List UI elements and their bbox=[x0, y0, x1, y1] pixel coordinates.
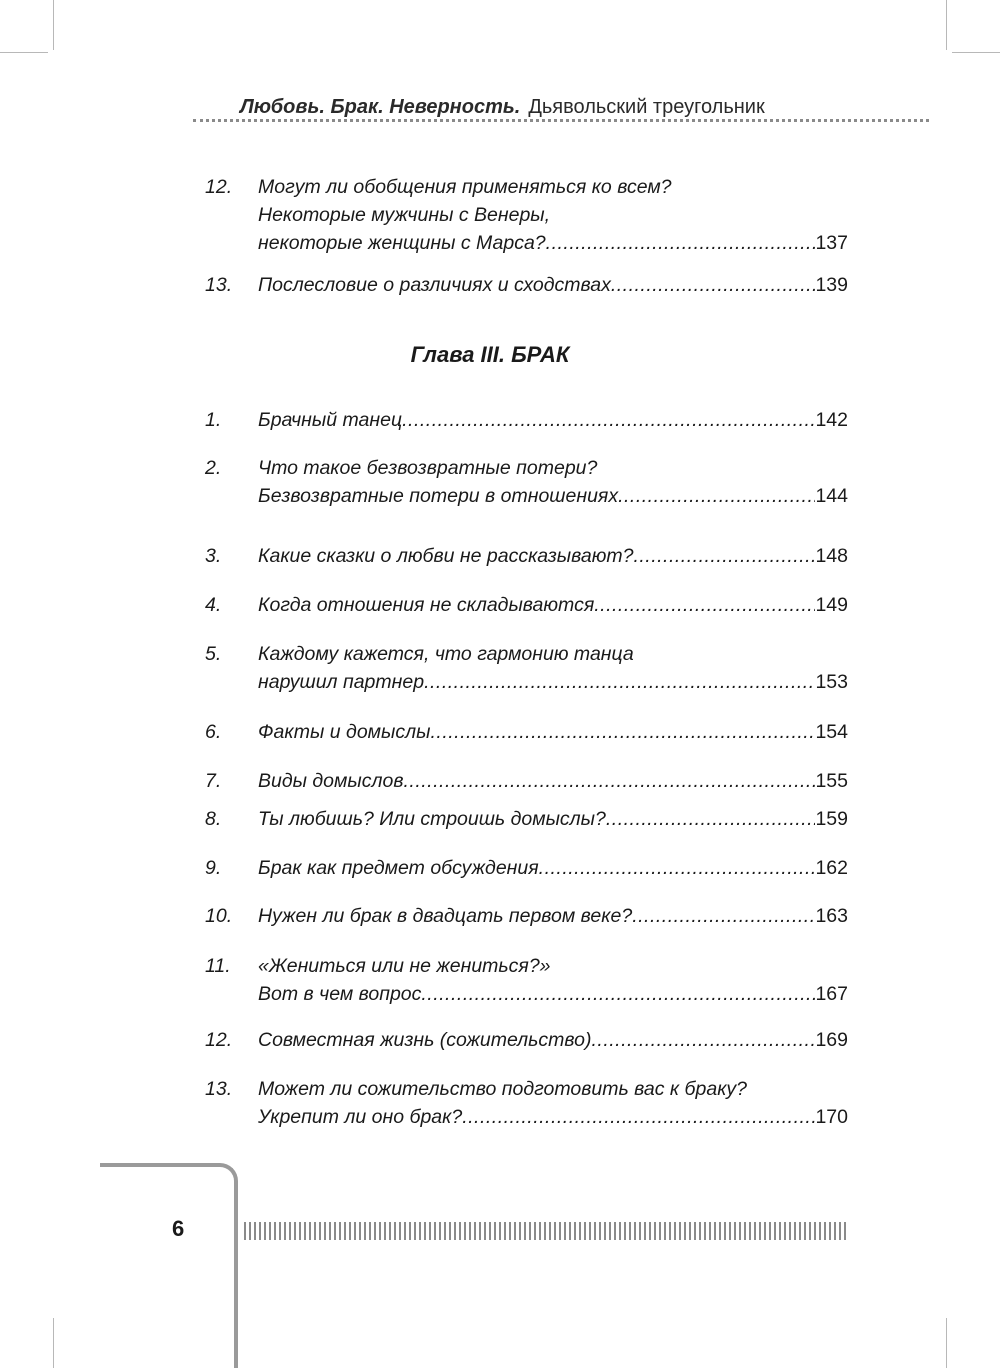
toc-entry-line: Может ли сожительство подготовить вас к браку? bbox=[258, 1078, 748, 1100]
toc-entry-page: 159 bbox=[815, 808, 848, 830]
toc-entry-page: 153 bbox=[815, 671, 848, 693]
toc-entry-number: 5. bbox=[205, 643, 222, 665]
dot-leader bbox=[611, 271, 816, 299]
footer-striped-bar bbox=[244, 1222, 848, 1240]
dot-leader bbox=[424, 668, 815, 696]
toc-entry-title: Виды домыслов bbox=[258, 770, 404, 792]
dot-leader bbox=[633, 542, 815, 570]
toc-entry[interactable] bbox=[205, 805, 848, 833]
dot-leader bbox=[594, 591, 815, 619]
toc-entry[interactable] bbox=[205, 406, 848, 434]
toc-entry-page: 137 bbox=[815, 232, 848, 254]
dot-leader bbox=[606, 805, 816, 833]
toc-entry-title: Брачный танец bbox=[258, 409, 403, 431]
toc-entry-page: 142 bbox=[815, 409, 848, 431]
toc-entry-title: Послесловие о различиях и сходствах bbox=[258, 274, 611, 296]
toc-entry-title: Нужен ли брак в двадцать первом веке? bbox=[258, 905, 633, 927]
crop-mark bbox=[53, 1318, 54, 1368]
toc-entry-number: 10. bbox=[205, 905, 233, 927]
toc-entry-title: нарушил партнер bbox=[258, 671, 425, 693]
toc-entry[interactable] bbox=[205, 952, 848, 1008]
crop-mark bbox=[952, 52, 1000, 53]
toc-entry-line: Что такое безвозвратные потери? bbox=[258, 457, 598, 479]
toc-entry-number: 12. bbox=[205, 1029, 233, 1051]
toc-entry-title: Безвозвратные потери в отношениях bbox=[258, 485, 619, 507]
running-head bbox=[240, 96, 765, 119]
dot-leader bbox=[546, 229, 816, 257]
toc-entry-number: 4. bbox=[205, 594, 222, 616]
toc-entry-title: Ты любишь? Или строишь домыслы? bbox=[258, 808, 606, 830]
toc-entry-title: Когда отношения не складываются bbox=[258, 594, 595, 616]
toc-entry-page: 163 bbox=[815, 905, 848, 927]
toc-entry-number: 1. bbox=[205, 409, 222, 431]
crop-mark bbox=[946, 0, 947, 50]
toc-entry-page: 144 bbox=[815, 485, 848, 507]
toc-entry-number: 7. bbox=[205, 770, 222, 792]
dot-leader bbox=[421, 980, 815, 1008]
toc-entry-line: Могут ли обобщения применяться ко всем? bbox=[258, 176, 672, 198]
toc-entry[interactable] bbox=[205, 718, 848, 746]
crop-mark bbox=[0, 52, 48, 53]
toc-entry[interactable] bbox=[205, 640, 848, 696]
toc-entry-page: 148 bbox=[815, 545, 848, 567]
toc-entry-page: 162 bbox=[815, 857, 848, 879]
dot-leader bbox=[462, 1103, 815, 1131]
toc-entry-title: Брак как предмет обсуждения bbox=[258, 857, 539, 879]
toc-entry-page: 155 bbox=[815, 770, 848, 792]
toc-entry-number: 2. bbox=[205, 457, 222, 479]
dot-leader bbox=[592, 1026, 816, 1054]
toc-entry-title: Вот в чем вопрос bbox=[258, 983, 422, 1005]
crop-mark bbox=[946, 1318, 947, 1368]
toc-entry-number: 9. bbox=[205, 857, 222, 879]
toc-entry-number: 6. bbox=[205, 721, 222, 743]
running-head-regular: Дьявольский треугольник bbox=[528, 96, 765, 118]
toc-entry-page: 167 bbox=[815, 983, 848, 1005]
toc-entry[interactable] bbox=[205, 454, 848, 510]
dot-leader bbox=[430, 718, 815, 746]
toc-entry-page: 170 bbox=[815, 1106, 848, 1128]
page-number: 6 bbox=[172, 1216, 185, 1241]
toc-entry[interactable] bbox=[205, 591, 848, 619]
toc-entry[interactable] bbox=[205, 1075, 848, 1131]
toc-entry[interactable] bbox=[205, 902, 848, 930]
toc-entry-page: 149 bbox=[815, 594, 848, 616]
toc-entry-title: Совместная жизнь (сожительство) bbox=[258, 1029, 592, 1051]
toc-entry-number: 13. bbox=[205, 274, 233, 296]
toc-entry-number: 11. bbox=[205, 955, 231, 977]
chapter-title: Глава III. БРАК bbox=[410, 342, 570, 367]
toc-entry[interactable] bbox=[205, 767, 848, 795]
toc-entry[interactable] bbox=[205, 271, 848, 299]
toc-entry[interactable] bbox=[205, 1026, 848, 1054]
dot-leader bbox=[618, 482, 815, 510]
toc-entry-title: Какие сказки о любви не рассказывают? bbox=[258, 545, 634, 567]
toc-entry-title: Факты и домыслы bbox=[258, 721, 431, 743]
toc-entry-page: 169 bbox=[815, 1029, 848, 1051]
toc-entry[interactable] bbox=[205, 854, 848, 882]
toc-entry[interactable] bbox=[205, 542, 848, 570]
dot-leader bbox=[402, 406, 815, 434]
toc-entry-number: 3. bbox=[205, 545, 222, 567]
toc-entry-title: некоторые женщины с Марса? bbox=[258, 232, 546, 254]
toc-entry-number: 8. bbox=[205, 808, 222, 830]
toc-entry-line: Каждому кажется, что гармонию танца bbox=[258, 643, 634, 665]
running-head-bold: Любовь. Брак. Неверность. bbox=[240, 96, 521, 118]
dot-leader bbox=[539, 854, 816, 882]
toc-entry-number: 12. bbox=[205, 176, 233, 198]
crop-mark bbox=[53, 0, 54, 50]
toc-entry[interactable] bbox=[205, 173, 848, 257]
toc-entry-title: Укрепит ли оно брак? bbox=[258, 1106, 463, 1128]
dot-leader bbox=[632, 902, 815, 930]
toc-entry-line: Некоторые мужчины с Венеры, bbox=[258, 204, 551, 226]
toc-entry-page: 154 bbox=[815, 721, 848, 743]
toc-entry-line: «Жениться или не жениться?» bbox=[258, 955, 551, 977]
footer-tab-frame bbox=[100, 1163, 238, 1368]
toc-entry-number: 13. bbox=[205, 1078, 233, 1100]
dot-leader bbox=[404, 767, 816, 795]
toc-entry-page: 139 bbox=[815, 274, 848, 296]
header-dotted-rule bbox=[193, 119, 929, 122]
